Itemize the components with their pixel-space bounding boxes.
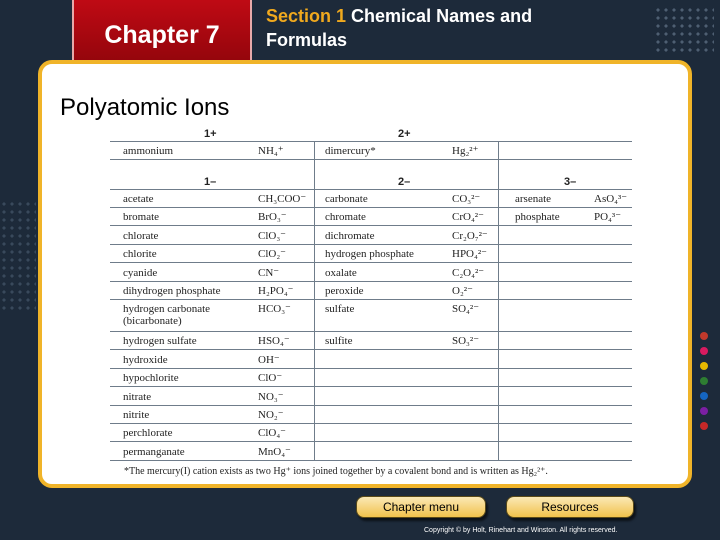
copyright-notice: Copyright © by Holt, Rinehart and Winston. All rights reserved. bbox=[424, 527, 618, 534]
ion-formula: AsO₄³⁻ bbox=[594, 193, 628, 205]
ion-formula: SO₃²⁻ bbox=[452, 335, 480, 348]
ion-formula: CrO₄²⁻ bbox=[452, 211, 484, 224]
decorative-dots bbox=[654, 6, 714, 56]
section-title-line2: Formulas bbox=[266, 30, 348, 50]
ion-formula: OH⁻ bbox=[258, 353, 280, 366]
ion-name: chromate bbox=[325, 211, 366, 224]
ion-formula: HPO₄²⁻ bbox=[452, 248, 487, 261]
ion-formula: ClO₃⁻ bbox=[258, 229, 286, 242]
ion-name: perchlorate bbox=[123, 427, 173, 440]
ion-name: phosphate bbox=[515, 211, 560, 224]
ion-name: ammonium bbox=[123, 145, 174, 157]
ion-name: hydrogen sulfate bbox=[123, 335, 197, 348]
ion-name: dichromate bbox=[325, 229, 375, 242]
table-row bbox=[110, 245, 632, 263]
decorative-dot bbox=[700, 362, 708, 370]
resources-button[interactable]: Resources bbox=[506, 496, 634, 518]
table-row bbox=[110, 369, 632, 387]
ion-name: cyanide bbox=[123, 266, 158, 279]
charge-header-2minus: 2– bbox=[398, 176, 411, 188]
charge-header-1minus: 1– bbox=[204, 176, 217, 188]
ion-name: nitrate bbox=[123, 390, 152, 403]
decorative-dot bbox=[700, 377, 708, 385]
table-row bbox=[110, 406, 632, 424]
table-row bbox=[110, 282, 632, 300]
section-title bbox=[266, 4, 606, 52]
ion-name: dimercury* bbox=[325, 145, 376, 157]
table-row bbox=[110, 208, 632, 226]
ion-formula: NH₄⁺ bbox=[258, 145, 284, 157]
ion-formula: ClO₂⁻ bbox=[258, 248, 286, 261]
table-row bbox=[110, 190, 632, 208]
ion-formula: H₂PO₄⁻ bbox=[258, 285, 294, 297]
ion-formula: ClO⁻ bbox=[258, 372, 283, 385]
table-row bbox=[110, 443, 632, 461]
ion-formula: HSO₄⁻ bbox=[258, 335, 290, 348]
ion-formula: CH₃COO⁻ bbox=[258, 193, 307, 205]
ion-name: chlorate bbox=[123, 229, 159, 242]
section-number: Section 1 bbox=[266, 6, 347, 26]
chapter-label: Chapter 7 bbox=[104, 20, 220, 49]
ion-name: hydrogen phosphate bbox=[325, 248, 414, 261]
ion-formula: CO₃²⁻ bbox=[452, 193, 481, 205]
ion-formula: O₂²⁻ bbox=[452, 285, 473, 297]
decorative-dot bbox=[700, 392, 708, 400]
ion-formula: ClO₄⁻ bbox=[258, 427, 286, 440]
ion-formula: BrO₃⁻ bbox=[258, 211, 287, 224]
ion-formula: Cr₂O₇²⁻ bbox=[452, 229, 488, 242]
ion-name: arsenate bbox=[515, 193, 552, 205]
table-row bbox=[110, 332, 632, 350]
decorative-dots-left bbox=[0, 200, 36, 310]
ion-name: chlorite bbox=[123, 248, 157, 261]
decorative-dot bbox=[700, 407, 708, 415]
decorative-dot bbox=[700, 422, 708, 430]
side-dots bbox=[700, 332, 708, 437]
table-row bbox=[110, 424, 632, 442]
ion-name: hydroxide bbox=[123, 353, 168, 366]
ion-formula: CN⁻ bbox=[258, 266, 280, 279]
ion-name: peroxide bbox=[325, 285, 364, 297]
ion-formula: Hg₂²⁺ bbox=[452, 145, 479, 157]
table-row bbox=[110, 300, 632, 332]
ion-formula: NO₂⁻ bbox=[258, 409, 284, 421]
table-row bbox=[110, 227, 632, 245]
ion-formula: SO₄²⁻ bbox=[452, 303, 480, 316]
charge-header-1plus: 1+ bbox=[204, 128, 217, 140]
ion-name: bromate bbox=[123, 211, 160, 224]
ion-formula: MnO₄⁻ bbox=[258, 445, 291, 458]
ion-name: hydrogen carbonate bbox=[123, 303, 211, 316]
charge-header-2plus: 2+ bbox=[398, 128, 411, 140]
table-row bbox=[110, 142, 632, 160]
ion-name: dihydrogen phosphate bbox=[123, 285, 221, 297]
table-footnote: *The mercury(I) cation exists as two Hg⁺ ions joined together by a covalent bond and is written as Hg₂²⁺. bbox=[124, 466, 548, 477]
page-title: Polyatomic Ions bbox=[60, 94, 230, 121]
column-divider bbox=[314, 142, 315, 461]
table-row bbox=[110, 351, 632, 369]
ion-formula: HCO₃⁻ bbox=[258, 303, 291, 316]
charge-header-3minus: 3– bbox=[564, 176, 577, 188]
ion-formula: NO₃⁻ bbox=[258, 390, 284, 403]
section-title-line1: Chemical Names and bbox=[346, 6, 533, 26]
ion-formula: PO₄³⁻ bbox=[594, 211, 622, 224]
ion-name-line2: (bicarbonate) bbox=[123, 315, 182, 328]
ion-name: permanganate bbox=[123, 445, 185, 458]
ion-name: sulfite bbox=[325, 335, 353, 348]
table-row bbox=[110, 264, 632, 282]
ion-name: nitrite bbox=[123, 409, 150, 421]
ion-name: acetate bbox=[123, 193, 154, 205]
ion-name: hypochlorite bbox=[123, 372, 179, 385]
column-divider bbox=[498, 142, 499, 461]
ion-name: carbonate bbox=[325, 193, 368, 205]
chapter-menu-button[interactable]: Chapter menu bbox=[356, 496, 486, 518]
ion-formula: C₂O₄²⁻ bbox=[452, 266, 485, 279]
ion-name: oxalate bbox=[325, 266, 357, 279]
ion-name: sulfate bbox=[325, 303, 355, 316]
decorative-dot bbox=[700, 347, 708, 355]
table-row bbox=[110, 388, 632, 406]
decorative-dot bbox=[700, 332, 708, 340]
